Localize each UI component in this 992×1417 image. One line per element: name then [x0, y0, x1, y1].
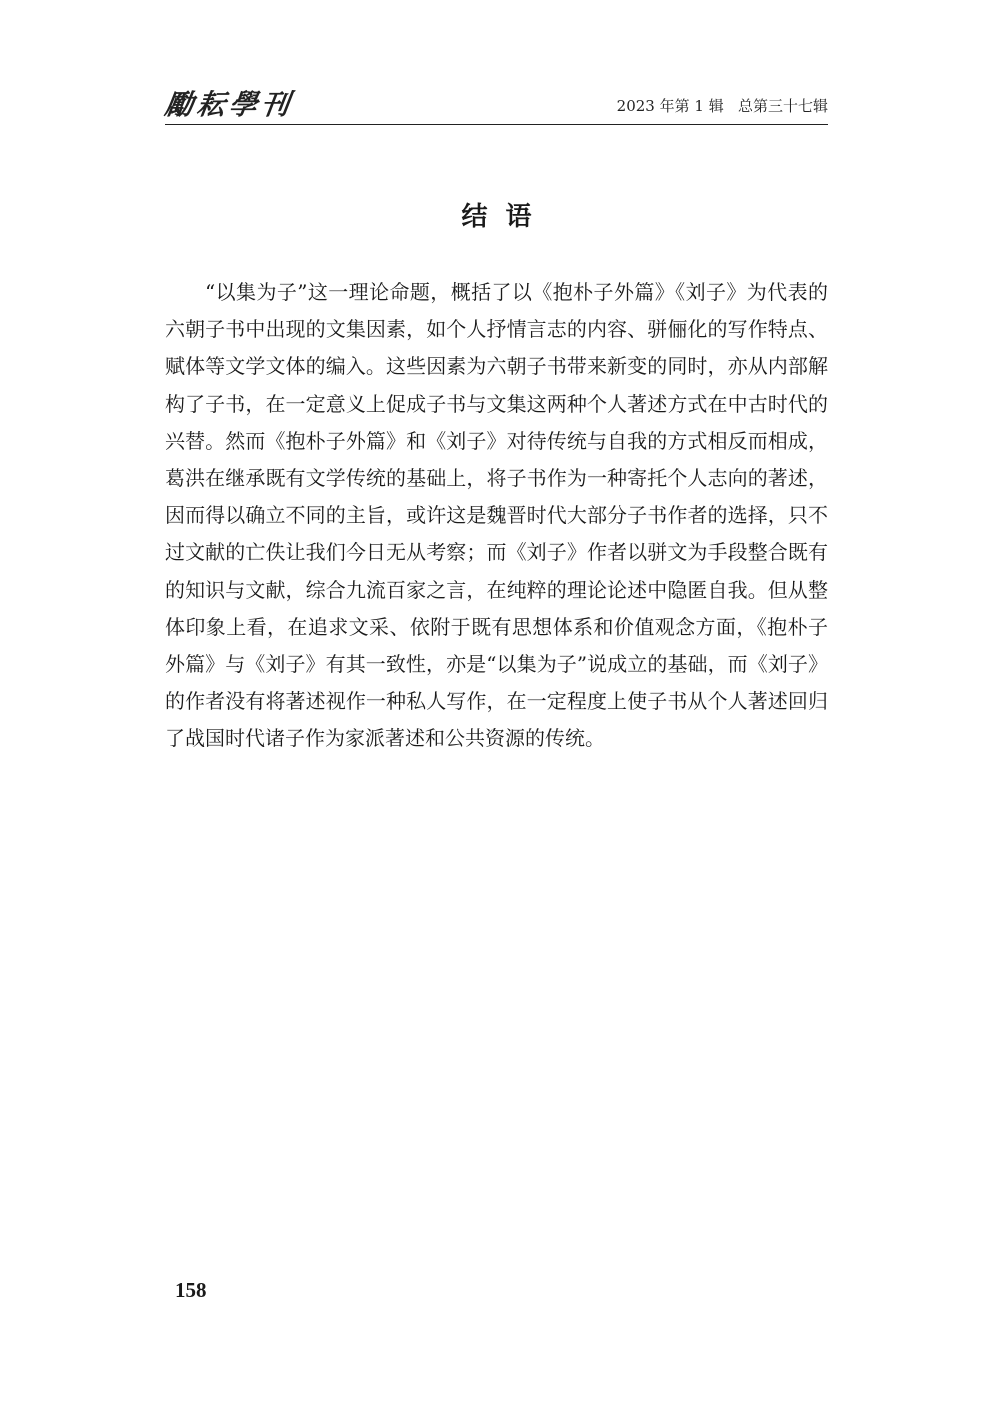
page-number: 158 [175, 1278, 207, 1302]
section-title: 结 语 [461, 202, 532, 232]
issue-info: 2023 年第 1 辑 总第三十七辑 [616, 97, 828, 115]
body-paragraph: “以集为子”这一理论命题，概括了以《抱朴子外篇》《刘子》为代表的六朝子书中出现的文集因素，如个人抒情言志的内容、骈俪化的写作特点、赋体等文学文体的编入。这些因素为六朝子书带来新变的同时，亦从内部解构了子书，在一定意义上促成子书与文集这两种个人著述方式在中古时代的兴替。然而《抱朴子外篇》和《刘子》对待传统与自我的方式相反而相成，葛洪在继承既有文学传统的基础上，将子书作为一种寄托个人志向的著述，因而得以确立不同的主旨，或许这是魏晋时代大部分子书作者的选择，只不过文献的亡佚让我们今日无从考察；而《刘子》作者以骈文为手段整合既有的知识与文献，综合九流百家之言，在纯粹的理论论述中隐匿自我。但从整体印象上看，在追求文采、依附于既有思想体系和价值观念方面，《抱朴子外篇》与《刘子》有其一致性，亦是“以集为子”说成立的基础，而《刘子》的作者没有将著述视作一种私人写作，在一定程度上使子书从个人著述回归了战国时代诸子作为家派著述和公共资源的传统。 [165, 280, 828, 751]
journal-logo: 勵耘學刊 [162, 88, 296, 121]
running-header [162, 88, 828, 125]
